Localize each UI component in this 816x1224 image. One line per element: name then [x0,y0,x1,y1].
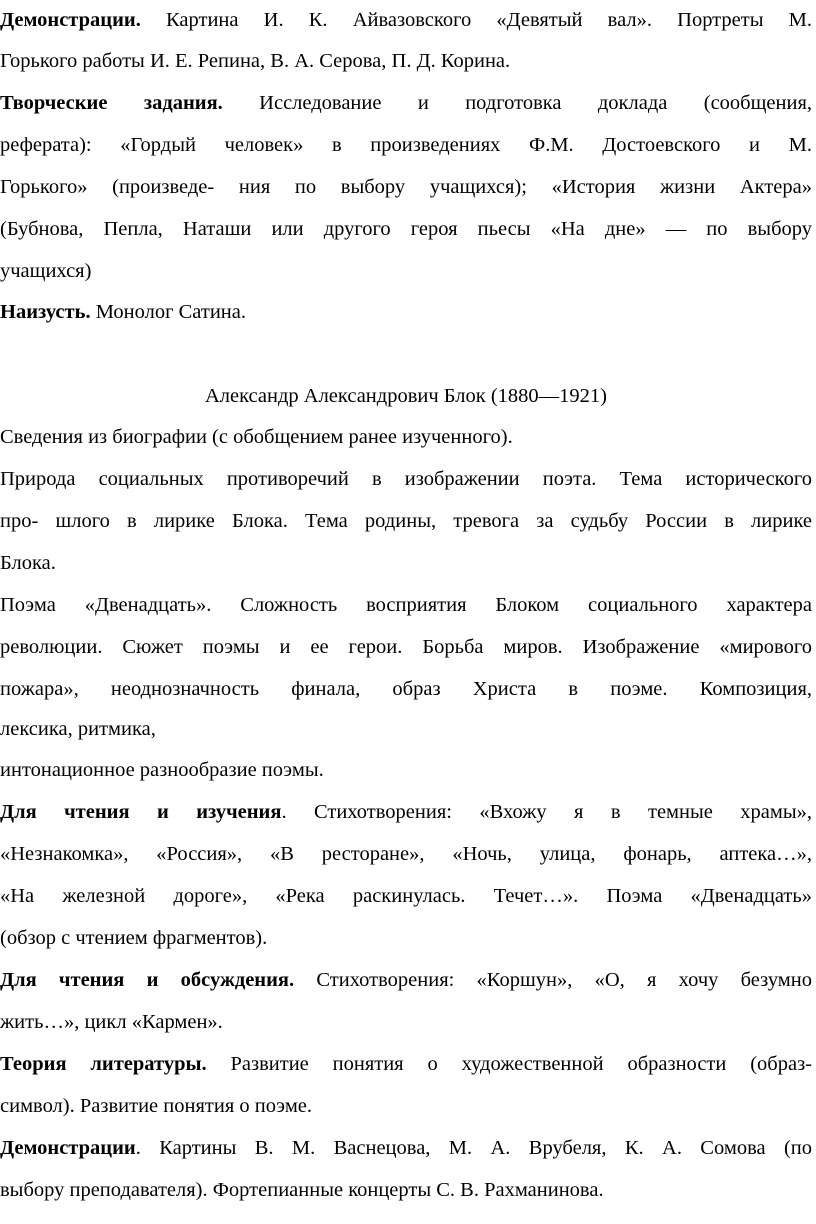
paragraph-demonstrations-1-line-1 [0,5,812,35]
line-text: Блока. [0,552,56,574]
paragraph-nature-line-1 [0,464,812,494]
paragraph-creative-tasks-line-3 [0,172,812,202]
bold-label: Для чтения и обсуждения. [0,969,295,991]
paragraph-poem-twelve-line-2 [0,632,812,662]
bold-label: Наизусть. [0,301,91,323]
line-text: выбору преподавателя). Фортепианные концерты С. В. Рахманинова. [0,1179,604,1201]
paragraph-by-heart [0,297,812,327]
paragraph-poem-twelve-line-5 [0,755,812,785]
bold-label: Для чтения и изучения [0,801,282,823]
paragraph-reading-discussion-line-2 [0,1007,812,1037]
line-text: учащихся) [0,260,92,282]
paragraph-reading-study-line-2 [0,839,812,869]
paragraph-reading-study-line-4 [0,923,812,953]
line-text: (обзор с чтением фрагментов). [0,927,268,949]
paragraph-demonstrations-2-line-2 [0,1175,812,1205]
line-text: революции. Сюжет поэмы и ее герои. Борьба миров. Изображение «мирового [0,636,812,658]
line-text: символ). Развитие понятия о поэме. [0,1095,313,1117]
bold-label: Демонстрации. [0,9,141,31]
paragraph-reading-study-line-3 [0,881,812,911]
heading-text: Александр Александрович Блок (1880—1921) [204,385,608,407]
line-text: «На железной дороге», «Река раскинулась. Течет…». Поэма «Двенадцать» [0,885,812,907]
paragraph-literature-theory-line-1 [0,1049,812,1079]
line-text: . Стихотворения: «Вхожу я в темные храмы», [281,801,812,823]
bold-label: Теория литературы. [0,1053,207,1075]
line-text: (Бубнова, Пепла, Наташи или другого героя пьесы «На дне» — по выбору [0,218,812,240]
line-text: . Картины В. М. Васнецова, М. А. Врубеля, К. А. Сомова (по [135,1137,812,1159]
line-text: пожара», неоднозначность финала, образ Христа в поэме. Композиция, [0,678,812,700]
line-text: Исследование и подготовка доклада (сообщения, [222,92,812,114]
line-text: интонационное разнообразие поэмы. [0,759,324,781]
paragraph-poem-twelve-line-3 [0,674,812,704]
paragraph-reading-discussion-line-1 [0,965,812,995]
paragraph-biography [0,422,812,452]
paragraph-poem-twelve-line-1 [0,590,812,620]
paragraph-creative-tasks-line-1 [0,88,812,118]
paragraph-demonstrations-2-line-1 [0,1133,812,1163]
paragraph-nature-line-3 [0,548,812,578]
line-text: Природа социальных противоречий в изображении поэта. Тема исторического [0,468,812,490]
paragraph-creative-tasks-line-4 [0,214,812,244]
paragraph-creative-tasks-line-2 [0,130,812,160]
line-text: Горького» (произведе- ния по выбору учащихся); «История жизни Актера» [0,176,812,198]
bold-label: Демонстрации [0,1137,136,1159]
line-text: Монолог Сатина. [90,301,246,323]
section-heading [0,381,812,411]
line-text: Развитие понятия о художественной образности (образ- [206,1053,812,1075]
paragraph-reading-study-line-1 [0,797,812,827]
line-text: Сведения из биографии (с обобщением ранее изученного). [0,426,513,448]
paragraph-creative-tasks-line-5 [0,256,812,286]
paragraph-poem-twelve-line-4 [0,714,812,744]
line-text: Стихотворения: «Коршун», «О, я хочу безумно [294,969,812,991]
paragraph-demonstrations-1-line-2 [0,46,812,76]
paragraph-literature-theory-line-2 [0,1091,812,1121]
bold-label: Творческие задания. [0,92,223,114]
line-text: реферата): «Гордый человек» в произведениях Ф.М. Достоевского и М. [0,134,812,156]
line-text: Картина И. К. Айвазовского «Девятый вал». Портреты М. [140,9,812,31]
line-text: Поэма «Двенадцать». Сложность восприятия Блоком социального характера [0,594,812,616]
paragraph-nature-line-2 [0,506,812,536]
line-text: «Незнакомка», «Россия», «В ресторане», «Ночь, улица, фонарь, аптека…», [0,843,812,865]
line-text: лексика, ритмика, [0,718,156,740]
line-text: про- шлого в лирике Блока. Тема родины, тревога за судьбу России в лирике [0,510,812,532]
line-text: жить…», цикл «Кармен». [0,1011,223,1033]
line-text: Горького работы И. Е. Репина, В. А. Серова, П. Д. Корина. [0,50,511,72]
